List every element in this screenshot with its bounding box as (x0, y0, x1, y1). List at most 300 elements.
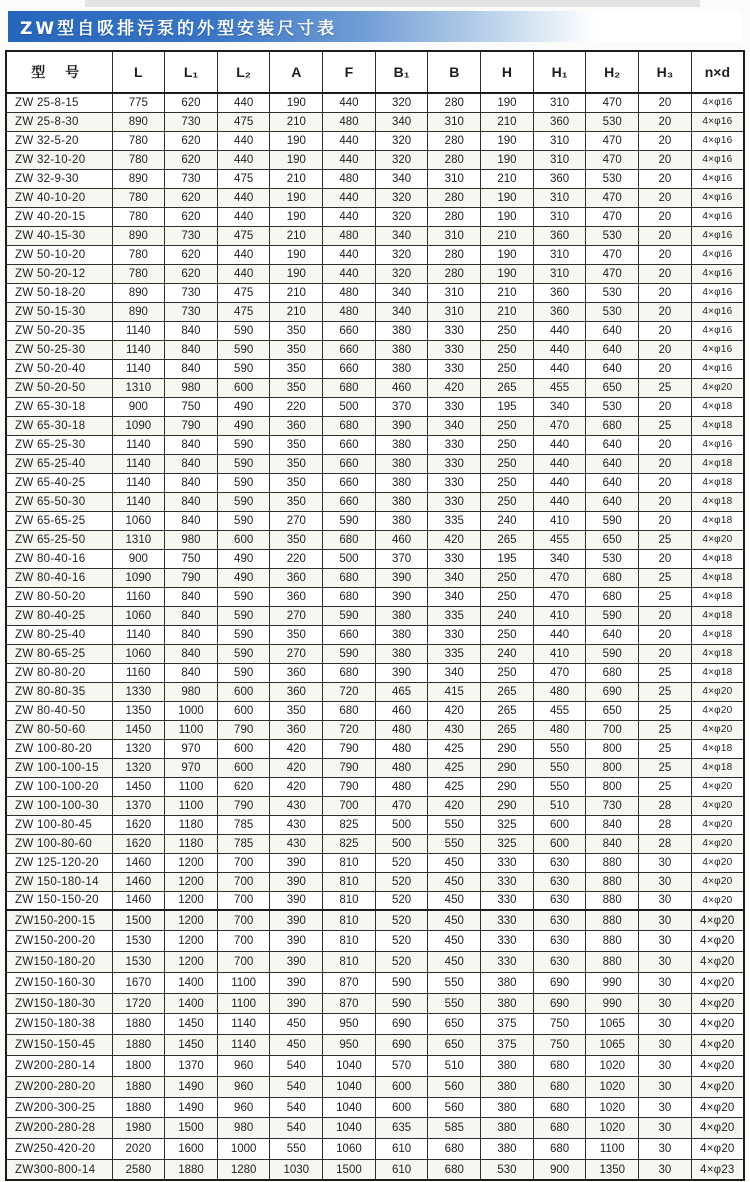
value-cell: 470 (533, 568, 586, 587)
value-cell: 280 (428, 131, 481, 150)
table-row (6, 112, 744, 131)
value-cell: 380 (375, 625, 428, 644)
value-cell: 340 (533, 549, 586, 568)
value-cell: 440 (217, 188, 270, 207)
value-cell: 20 (639, 549, 692, 568)
value-cell: 290 (481, 796, 534, 815)
model-cell: ZW 50-20-12 (6, 264, 112, 283)
value-cell: 660 (323, 359, 376, 378)
value-cell: 680 (533, 1076, 586, 1097)
value-cell: 420 (428, 530, 481, 549)
value-cell: 415 (428, 682, 481, 701)
value-cell: 280 (428, 207, 481, 226)
value-cell: 310 (428, 226, 481, 245)
value-cell: 840 (586, 815, 639, 834)
value-cell: 330 (428, 359, 481, 378)
value-cell: 440 (323, 188, 376, 207)
value-cell: 480 (533, 720, 586, 739)
value-cell: 250 (481, 359, 534, 378)
value-cell: 30 (639, 872, 692, 891)
value-cell: 700 (217, 910, 270, 931)
value-cell: 1040 (323, 1076, 376, 1097)
table-row (6, 340, 744, 359)
value-cell: 600 (217, 758, 270, 777)
value-cell: 500 (375, 815, 428, 834)
value-cell: 450 (428, 853, 481, 872)
value-cell: 1880 (112, 1014, 165, 1035)
value-cell: 20 (639, 435, 692, 454)
table-row (6, 739, 744, 758)
nxd-cell: 4×φ18 (691, 644, 744, 663)
value-cell: 840 (165, 321, 218, 340)
table-row (6, 416, 744, 435)
value-cell: 1140 (112, 359, 165, 378)
value-cell: 880 (586, 872, 639, 891)
value-cell: 1530 (112, 952, 165, 973)
value-cell: 1720 (112, 993, 165, 1014)
value-cell: 280 (428, 150, 481, 169)
value-cell: 390 (375, 587, 428, 606)
value-cell: 20 (639, 321, 692, 340)
value-cell: 290 (481, 777, 534, 796)
value-cell: 600 (533, 834, 586, 853)
value-cell: 390 (270, 993, 323, 1014)
nxd-cell: 4×φ16 (691, 321, 744, 340)
nxd-cell: 4×φ18 (691, 663, 744, 682)
table-row (6, 378, 744, 397)
value-cell: 310 (428, 283, 481, 302)
value-cell: 420 (428, 701, 481, 720)
value-cell: 590 (217, 587, 270, 606)
value-cell: 990 (586, 993, 639, 1014)
nxd-cell: 4×φ16 (691, 283, 744, 302)
value-cell: 590 (323, 644, 376, 663)
value-cell: 470 (375, 796, 428, 815)
value-cell: 25 (639, 568, 692, 587)
value-cell: 680 (428, 1160, 481, 1181)
value-cell: 650 (428, 1014, 481, 1035)
value-cell: 790 (165, 416, 218, 435)
nxd-cell: 4×φ16 (691, 226, 744, 245)
value-cell: 1460 (112, 891, 165, 910)
value-cell: 20 (639, 93, 692, 112)
value-cell: 1160 (112, 663, 165, 682)
value-cell: 210 (481, 169, 534, 188)
table-row (6, 1056, 744, 1077)
value-cell: 620 (165, 264, 218, 283)
value-cell: 380 (375, 511, 428, 530)
value-cell: 335 (428, 511, 481, 530)
value-cell: 440 (217, 245, 270, 264)
value-cell: 30 (639, 1118, 692, 1139)
value-cell: 470 (533, 416, 586, 435)
column-header-10: H₂ (586, 51, 639, 93)
value-cell: 690 (533, 972, 586, 993)
value-cell: 970 (165, 758, 218, 777)
value-cell: 1800 (112, 1056, 165, 1077)
nxd-cell: 4×φ18 (691, 587, 744, 606)
value-cell: 840 (165, 454, 218, 473)
value-cell: 30 (639, 853, 692, 872)
value-cell: 330 (481, 931, 534, 952)
value-cell: 810 (323, 931, 376, 952)
value-cell: 880 (586, 853, 639, 872)
value-cell: 810 (323, 872, 376, 891)
value-cell: 380 (375, 473, 428, 492)
value-cell: 350 (270, 340, 323, 359)
nxd-cell: 4×φ20 (691, 378, 744, 397)
model-cell: ZW 80-25-40 (6, 625, 112, 644)
value-cell: 600 (217, 682, 270, 701)
value-cell: 660 (323, 321, 376, 340)
value-cell: 335 (428, 644, 481, 663)
value-cell: 420 (428, 796, 481, 815)
value-cell: 310 (428, 302, 481, 321)
value-cell: 380 (481, 972, 534, 993)
value-cell: 440 (533, 473, 586, 492)
value-cell: 450 (428, 872, 481, 891)
value-cell: 590 (217, 473, 270, 492)
column-header-1: L (112, 51, 165, 93)
nxd-cell: 4×φ20 (691, 853, 744, 872)
value-cell: 890 (112, 112, 165, 131)
table-row (6, 758, 744, 777)
value-cell: 270 (270, 606, 323, 625)
model-cell: ZW 150-180-14 (6, 872, 112, 891)
value-cell: 20 (639, 359, 692, 378)
value-cell: 1040 (323, 1097, 376, 1118)
value-cell: 500 (323, 549, 376, 568)
value-cell: 680 (533, 1097, 586, 1118)
value-cell: 210 (481, 226, 534, 245)
model-cell: ZW 80-65-25 (6, 644, 112, 663)
value-cell: 25 (639, 777, 692, 796)
value-cell: 680 (533, 1118, 586, 1139)
value-cell: 250 (481, 492, 534, 511)
model-cell: ZW 32-5-20 (6, 131, 112, 150)
value-cell: 590 (217, 321, 270, 340)
value-cell: 1100 (217, 972, 270, 993)
value-cell: 480 (323, 283, 376, 302)
value-cell: 1020 (586, 1076, 639, 1097)
value-cell: 900 (533, 1160, 586, 1181)
value-cell: 590 (586, 644, 639, 663)
table-row (6, 302, 744, 321)
table-row (6, 834, 744, 853)
value-cell: 250 (481, 435, 534, 454)
value-cell: 680 (586, 416, 639, 435)
value-cell: 320 (375, 93, 428, 112)
value-cell: 630 (533, 853, 586, 872)
value-cell: 610 (375, 1160, 428, 1181)
value-cell: 380 (481, 1139, 534, 1160)
value-cell: 360 (533, 169, 586, 188)
model-cell: ZW 100-80-45 (6, 815, 112, 834)
value-cell: 30 (639, 1014, 692, 1035)
table-row (6, 283, 744, 302)
value-cell: 250 (481, 416, 534, 435)
value-cell: 825 (323, 834, 376, 853)
value-cell: 480 (323, 169, 376, 188)
value-cell: 630 (533, 910, 586, 931)
value-cell: 290 (481, 758, 534, 777)
value-cell: 700 (217, 931, 270, 952)
value-cell: 780 (112, 188, 165, 207)
value-cell: 190 (481, 93, 534, 112)
value-cell: 540 (270, 1056, 323, 1077)
value-cell: 590 (586, 511, 639, 530)
value-cell: 1490 (165, 1097, 218, 1118)
column-header-6: B₁ (375, 51, 428, 93)
value-cell: 590 (217, 644, 270, 663)
value-cell: 840 (165, 587, 218, 606)
value-cell: 380 (375, 359, 428, 378)
value-cell: 380 (481, 1076, 534, 1097)
value-cell: 600 (217, 530, 270, 549)
column-header-0: 型 号 (6, 51, 112, 93)
value-cell: 650 (428, 1035, 481, 1056)
nxd-cell: 4×φ16 (691, 359, 744, 378)
value-cell: 690 (375, 1035, 428, 1056)
value-cell: 470 (586, 150, 639, 169)
nxd-cell: 4×φ18 (691, 568, 744, 587)
value-cell: 30 (639, 1160, 692, 1181)
nxd-cell: 4×φ20 (691, 891, 744, 910)
value-cell: 330 (428, 340, 481, 359)
value-cell: 250 (481, 454, 534, 473)
value-cell: 840 (165, 644, 218, 663)
value-cell: 335 (428, 606, 481, 625)
value-cell: 440 (217, 93, 270, 112)
nxd-cell: 4×φ16 (691, 340, 744, 359)
value-cell: 460 (375, 701, 428, 720)
model-cell: ZW 100-80-60 (6, 834, 112, 853)
value-cell: 1100 (586, 1139, 639, 1160)
value-cell: 680 (323, 701, 376, 720)
model-cell: ZW150-200-20 (6, 931, 112, 952)
value-cell: 270 (270, 511, 323, 530)
column-header-11: H₃ (639, 51, 692, 93)
value-cell: 1180 (165, 834, 218, 853)
nxd-cell: 4×φ16 (691, 302, 744, 321)
value-cell: 420 (428, 378, 481, 397)
value-cell: 620 (217, 777, 270, 796)
value-cell: 950 (323, 1014, 376, 1035)
value-cell: 25 (639, 701, 692, 720)
value-cell: 810 (323, 853, 376, 872)
table-row (6, 993, 744, 1014)
value-cell: 980 (165, 682, 218, 701)
value-cell: 950 (323, 1035, 376, 1056)
value-cell: 1450 (165, 1014, 218, 1035)
value-cell: 265 (481, 720, 534, 739)
model-cell: ZW 25-8-30 (6, 112, 112, 131)
table-row (6, 226, 744, 245)
value-cell: 785 (217, 815, 270, 834)
value-cell: 1040 (323, 1056, 376, 1077)
value-cell: 440 (217, 131, 270, 150)
value-cell: 550 (533, 758, 586, 777)
value-cell: 530 (586, 169, 639, 188)
model-cell: ZW 100-100-30 (6, 796, 112, 815)
value-cell: 1670 (112, 972, 165, 993)
value-cell: 600 (217, 378, 270, 397)
table-row (6, 492, 744, 511)
value-cell: 1020 (586, 1097, 639, 1118)
table-row (6, 1139, 744, 1160)
value-cell: 340 (428, 416, 481, 435)
nxd-cell: 4×φ23 (691, 1160, 744, 1181)
value-cell: 330 (428, 397, 481, 416)
value-cell: 1000 (217, 1139, 270, 1160)
value-cell: 360 (270, 682, 323, 701)
value-cell: 380 (481, 1118, 534, 1139)
value-cell: 730 (165, 283, 218, 302)
value-cell: 650 (586, 378, 639, 397)
value-cell: 380 (375, 340, 428, 359)
header-row (6, 51, 744, 93)
value-cell: 390 (270, 853, 323, 872)
value-cell: 330 (481, 952, 534, 973)
value-cell: 350 (270, 435, 323, 454)
value-cell: 25 (639, 416, 692, 435)
value-cell: 250 (481, 473, 534, 492)
value-cell: 1880 (112, 1035, 165, 1056)
value-cell: 550 (533, 739, 586, 758)
value-cell: 690 (533, 993, 586, 1014)
value-cell: 330 (428, 473, 481, 492)
nxd-cell: 4×φ18 (691, 549, 744, 568)
value-cell: 440 (533, 321, 586, 340)
model-cell: ZW150-180-20 (6, 952, 112, 973)
value-cell: 250 (481, 568, 534, 587)
model-cell: ZW 100-100-20 (6, 777, 112, 796)
model-cell: ZW150-180-30 (6, 993, 112, 1014)
value-cell: 250 (481, 625, 534, 644)
value-cell: 1310 (112, 378, 165, 397)
value-cell: 460 (375, 378, 428, 397)
column-header-12: n×d (691, 51, 744, 93)
column-header-8: H (481, 51, 534, 93)
value-cell: 265 (481, 378, 534, 397)
value-cell: 590 (323, 606, 376, 625)
value-cell: 30 (639, 1076, 692, 1097)
model-cell: ZW 65-30-18 (6, 397, 112, 416)
value-cell: 680 (323, 587, 376, 606)
model-cell: ZW 80-40-50 (6, 701, 112, 720)
value-cell: 360 (533, 112, 586, 131)
table-row (6, 644, 744, 663)
value-cell: 590 (586, 606, 639, 625)
value-cell: 1350 (112, 701, 165, 720)
nxd-cell: 4×φ16 (691, 169, 744, 188)
value-cell: 1200 (165, 952, 218, 973)
value-cell: 450 (428, 952, 481, 973)
value-cell: 870 (323, 972, 376, 993)
value-cell: 500 (323, 397, 376, 416)
value-cell: 20 (639, 511, 692, 530)
table-row (6, 972, 744, 993)
nxd-cell: 4×φ16 (691, 112, 744, 131)
model-cell: ZW 80-40-16 (6, 568, 112, 587)
value-cell: 450 (428, 891, 481, 910)
value-cell: 880 (586, 952, 639, 973)
value-cell: 330 (428, 492, 481, 511)
value-cell: 190 (481, 264, 534, 283)
value-cell: 350 (270, 454, 323, 473)
value-cell: 730 (165, 302, 218, 321)
value-cell: 210 (270, 302, 323, 321)
nxd-cell: 4×φ20 (691, 834, 744, 853)
value-cell: 380 (481, 993, 534, 1014)
value-cell: 530 (586, 112, 639, 131)
value-cell: 480 (375, 758, 428, 777)
value-cell: 1140 (112, 435, 165, 454)
value-cell: 960 (217, 1076, 270, 1097)
value-cell: 30 (639, 891, 692, 910)
value-cell: 585 (428, 1118, 481, 1139)
table-row (6, 815, 744, 834)
value-cell: 600 (217, 739, 270, 758)
value-cell: 28 (639, 815, 692, 834)
nxd-cell: 4×φ18 (691, 606, 744, 625)
value-cell: 630 (533, 891, 586, 910)
value-cell: 440 (533, 340, 586, 359)
column-header-2: L₁ (165, 51, 218, 93)
value-cell: 350 (270, 625, 323, 644)
value-cell: 320 (375, 131, 428, 150)
nxd-cell: 4×φ18 (691, 397, 744, 416)
value-cell: 490 (217, 416, 270, 435)
value-cell: 730 (586, 796, 639, 815)
value-cell: 960 (217, 1097, 270, 1118)
nxd-cell: 4×φ20 (691, 1014, 744, 1035)
column-header-9: H₁ (533, 51, 586, 93)
table-row (6, 1014, 744, 1035)
value-cell: 990 (586, 972, 639, 993)
model-cell: ZW 50-15-30 (6, 302, 112, 321)
value-cell: 310 (533, 264, 586, 283)
value-cell: 430 (428, 720, 481, 739)
value-cell: 520 (375, 910, 428, 931)
value-cell: 375 (481, 1035, 534, 1056)
value-cell: 350 (270, 492, 323, 511)
model-cell: ZW 65-25-40 (6, 454, 112, 473)
nxd-cell: 4×φ18 (691, 454, 744, 473)
model-cell: ZW 80-50-20 (6, 587, 112, 606)
value-cell: 590 (217, 625, 270, 644)
value-cell: 590 (217, 663, 270, 682)
value-cell: 380 (375, 606, 428, 625)
value-cell: 440 (217, 150, 270, 169)
value-cell: 780 (112, 207, 165, 226)
value-cell: 30 (639, 931, 692, 952)
value-cell: 520 (375, 891, 428, 910)
value-cell: 455 (533, 378, 586, 397)
value-cell: 240 (481, 511, 534, 530)
value-cell: 680 (586, 568, 639, 587)
value-cell: 870 (323, 993, 376, 1014)
value-cell: 350 (270, 359, 323, 378)
model-cell: ZW 80-50-60 (6, 720, 112, 739)
value-cell: 720 (323, 720, 376, 739)
table-row (6, 777, 744, 796)
model-cell: ZW 65-50-30 (6, 492, 112, 511)
value-cell: 790 (217, 720, 270, 739)
value-cell: 590 (217, 511, 270, 530)
model-cell: ZW 65-30-18 (6, 416, 112, 435)
value-cell: 325 (481, 834, 534, 853)
